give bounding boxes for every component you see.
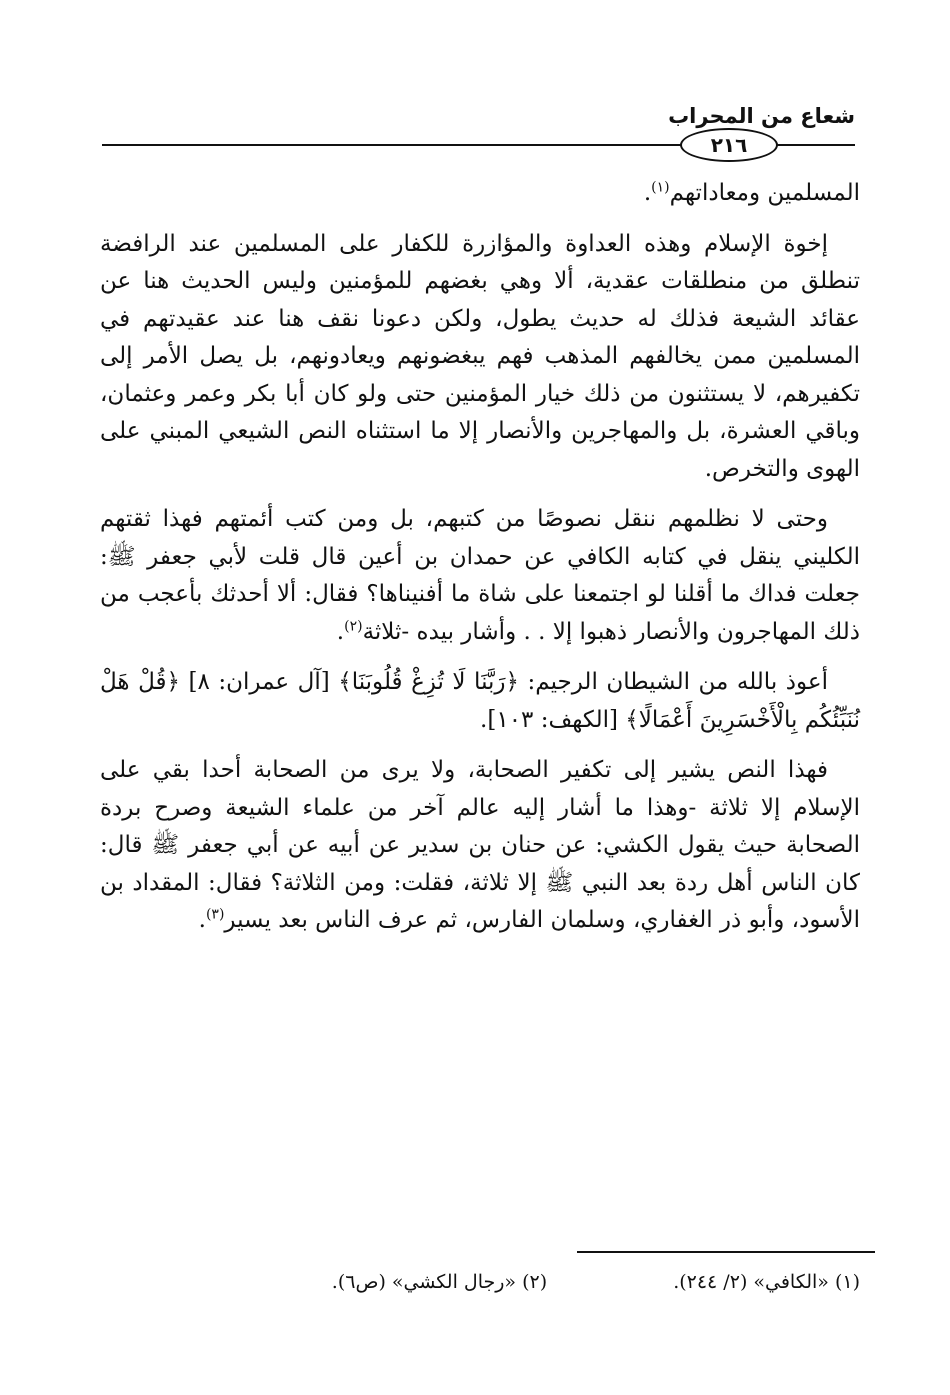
paragraph-1: إخوة الإسلام وهذه العداوة والمؤازرة للكفار على المسلمين عند الرافضة تنطلق من منطلقات عقدية، ألا وهي بغضهم للمؤمنين وليس الحديث هنا عن عقائد الشيعة فذلك له حديث يطول، ولكن دعونا نقف هنا عند عقيدتهم في المسلمين ممن يخالفهم المذهب فهم يبغضونهم ويعادونهم، بل يصل الأمر إلى تكفيرهم، لا يستثنون من ذلك خيار المؤمنين حتى ولو كان أبا بكر وعمر وعثمان، وباقي العشرة، بل والمهاجرين والأنصار إلا ما استثناه النص الشيعي المبني على الهوى والتخرص.: [100, 230, 860, 482]
punctuation: .: [643, 180, 652, 206]
main-text: [100, 175, 860, 953]
page-number-badge: ٢١٦: [680, 128, 778, 162]
running-header-title: شعاع من المحراب: [668, 104, 855, 128]
paragraph-text: فهذا النص يشير إلى تكفير الصحابة، ولا يرى من الصحابة أحدا بقي على الإسلام إلا ثلاثة -وهذا ما أشار إليه عالم آخر من علماء الشيعة وصرح بردة الصحابة حيث يقول الكشي: عن حنان بن سدير عن أبيه عن أبي جعفر ﷺ قال: كان الناس أهل ردة بعد النبي ﷺ إلا ثلاثة، فقلت: ومن الثلاثة؟ فقال: المقداد بن الأسود، وأبو ذر الغفاري، وسلمان الفارس، ثم عرف الناس بعد يسير: [100, 757, 860, 933]
footnote-ref-2: (٢): [344, 617, 363, 634]
footnote-divider: [577, 1251, 875, 1253]
verse-citation-1: [آل عمران: ٨]: [179, 669, 339, 695]
footnote-ref-1: (١): [651, 179, 670, 196]
verse-citation-2: [الكهف: ١٠٣].: [480, 706, 626, 733]
paragraph-3-quran: [100, 664, 860, 739]
paragraph-2: [100, 501, 860, 651]
footnotes: [240, 1268, 860, 1296]
paragraph-4: [100, 752, 860, 940]
paragraph-text: المسلمين ومعاداتهم: [669, 180, 860, 206]
quran-verse-2: ﴿قُلْ هَلْ نُنَبِّئُكُم بِالْأَخْسَرِينَ أَعْمَالًا﴾: [100, 669, 860, 733]
footnote-ref-3: (٣): [205, 906, 225, 923]
istiadha-text: أعوذ بالله من الشيطان الرجيم:: [519, 669, 828, 695]
quran-verse-1: ﴿رَبَّنَا لَا تُزِغْ قُلُوبَنَا﴾: [338, 669, 519, 695]
punctuation: .: [198, 907, 206, 933]
punctuation: .: [336, 618, 345, 645]
footnote-2: (٢) «رجال الكشي» (ص٦).: [331, 1271, 548, 1293]
paragraph-continuation: [100, 175, 860, 213]
footnote-1: (١) «الكافي» (٢/ ٢٤٤).: [673, 1271, 860, 1293]
paragraph-text: وحتى لا نظلمهم ننقل نصوصًا من كتبهم، بل ومن كتب أئمتهم فهذا ثقتهم الكليني ينقل في كتابه الكافي عن حمدان بن أعين قال قلت لأبي جعفر ﷺ: جعلت فداك ما أقلنا لو اجتمعنا على شاة ما أفنيناها؟ فقال: ألا أحدثك بأعجب من ذلك المهاجرون والأنصار ذهبوا إلا . . وأشار بيده -ثلاثة: [100, 506, 860, 645]
